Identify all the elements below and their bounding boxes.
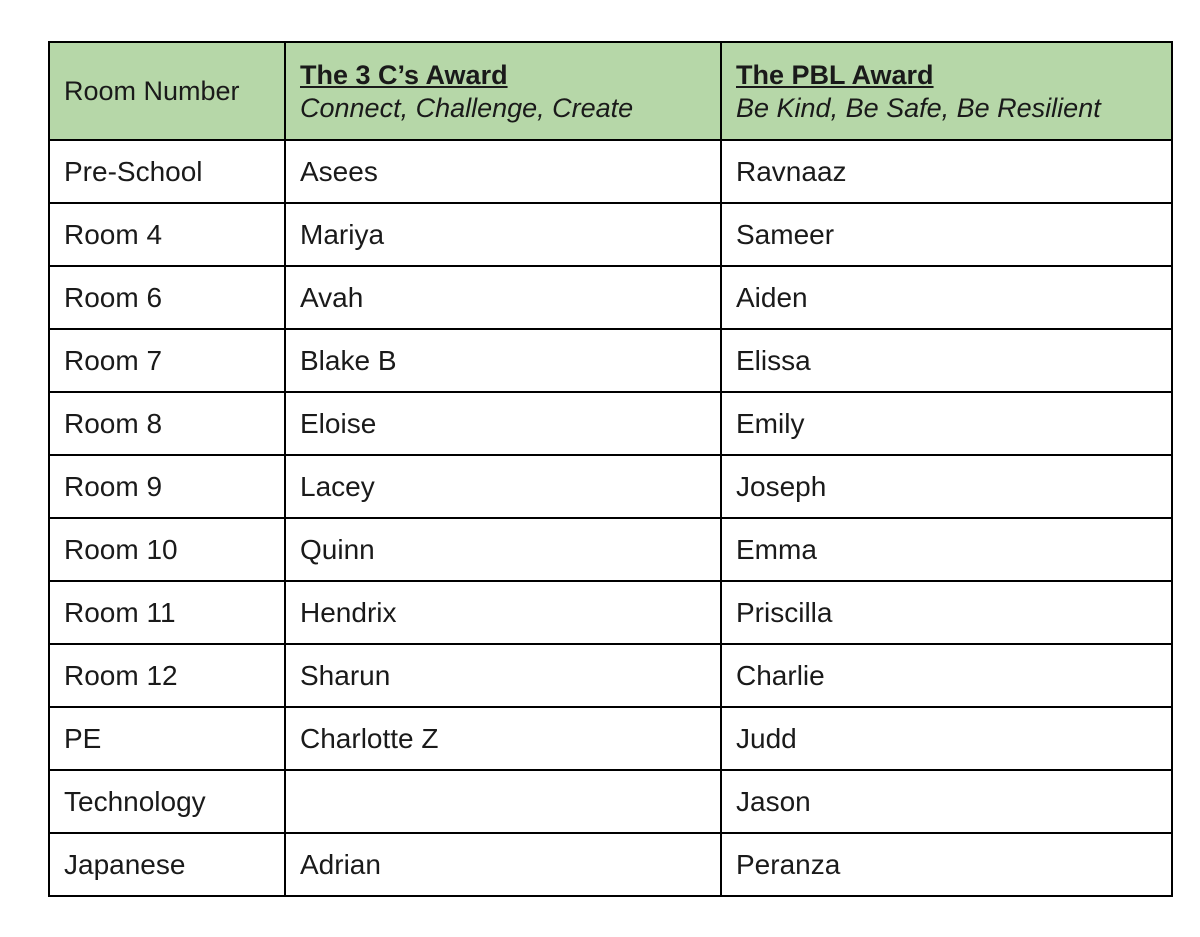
pbl-winner-cell: Joseph	[721, 455, 1172, 518]
table-row	[49, 518, 1172, 581]
three-cs-award-title: The 3 C’s Award	[300, 60, 508, 90]
room-cell: PE	[49, 707, 285, 770]
pbl-winner-cell: Aiden	[721, 266, 1172, 329]
table-row	[49, 833, 1172, 896]
room-cell: Room 10	[49, 518, 285, 581]
pbl-winner-cell: Judd	[721, 707, 1172, 770]
room-cell: Room 12	[49, 644, 285, 707]
table-row	[49, 644, 1172, 707]
three-cs-winner-cell: Quinn	[285, 518, 721, 581]
three-cs-winner-cell: Blake B	[285, 329, 721, 392]
pbl-award-title: The PBL Award	[736, 60, 934, 90]
table-body	[49, 140, 1172, 896]
awards-table	[48, 41, 1173, 897]
pbl-award-subtitle: Be Kind, Be Safe, Be Resilient	[736, 93, 1101, 123]
pbl-winner-cell: Peranza	[721, 833, 1172, 896]
pbl-winner-cell: Charlie	[721, 644, 1172, 707]
pbl-winner-cell: Jason	[721, 770, 1172, 833]
pbl-winner-cell: Sameer	[721, 203, 1172, 266]
three-cs-winner-cell: Adrian	[285, 833, 721, 896]
three-cs-award-subtitle: Connect, Challenge, Create	[300, 93, 634, 123]
table-header	[49, 42, 1172, 140]
header-room-number: Room Number	[49, 42, 285, 140]
room-cell: Technology	[49, 770, 285, 833]
table-row	[49, 329, 1172, 392]
header-row	[49, 42, 1172, 140]
table-row	[49, 203, 1172, 266]
table-row	[49, 392, 1172, 455]
room-cell: Room 9	[49, 455, 285, 518]
room-cell: Room 8	[49, 392, 285, 455]
header-pbl-award	[721, 42, 1172, 140]
three-cs-winner-cell: Hendrix	[285, 581, 721, 644]
room-cell: Room 4	[49, 203, 285, 266]
three-cs-winner-cell: Sharun	[285, 644, 721, 707]
table-row	[49, 455, 1172, 518]
pbl-winner-cell: Emma	[721, 518, 1172, 581]
pbl-winner-cell: Priscilla	[721, 581, 1172, 644]
room-cell: Room 7	[49, 329, 285, 392]
table-row	[49, 770, 1172, 833]
room-cell: Pre-School	[49, 140, 285, 203]
pbl-winner-cell: Elissa	[721, 329, 1172, 392]
table-row	[49, 266, 1172, 329]
room-cell: Japanese	[49, 833, 285, 896]
three-cs-winner-cell: Mariya	[285, 203, 721, 266]
pbl-winner-cell: Ravnaaz	[721, 140, 1172, 203]
three-cs-winner-cell	[285, 770, 721, 833]
table-row	[49, 581, 1172, 644]
three-cs-winner-cell: Lacey	[285, 455, 721, 518]
header-three-cs-award	[285, 42, 721, 140]
three-cs-winner-cell: Charlotte Z	[285, 707, 721, 770]
room-cell: Room 6	[49, 266, 285, 329]
three-cs-winner-cell: Avah	[285, 266, 721, 329]
room-cell: Room 11	[49, 581, 285, 644]
table-row	[49, 140, 1172, 203]
three-cs-winner-cell: Asees	[285, 140, 721, 203]
pbl-winner-cell: Emily	[721, 392, 1172, 455]
three-cs-winner-cell: Eloise	[285, 392, 721, 455]
table-row	[49, 707, 1172, 770]
